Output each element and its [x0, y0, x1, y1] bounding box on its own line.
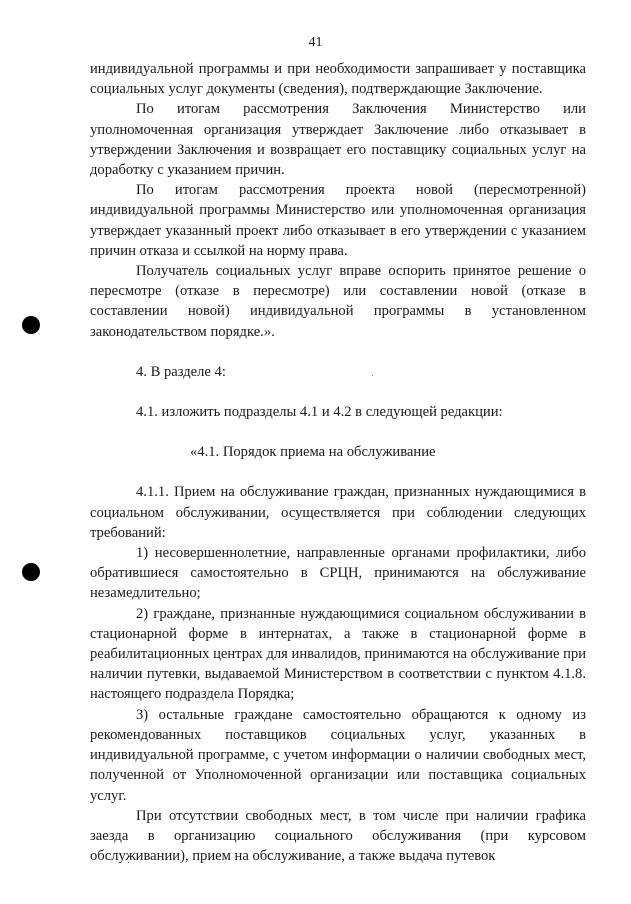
paragraph-no-vacancies: При отсутствии свободных мест, в том числе при наличии графика заезда в организацию социального обслуживания (при курсовом обслуживании), прием на обслуживание, а также выдача путевок — [90, 807, 586, 865]
punch-hole-top — [22, 316, 40, 334]
heading-admission-procedure: «4.1. Порядок приема на обслуживание — [190, 444, 436, 461]
paragraph-4-1-1: 4.1.1. Прием на обслуживание граждан, признанных нуждающимися в социальном обслуживании, осуществляется при соблюдении следующих требований: — [90, 484, 586, 541]
paragraph-section-4: 4. В разделе 4: — [136, 363, 226, 380]
document-body — [90, 59, 586, 866]
paragraph-conclusion-review: По итогам рассмотрения Заключения Министерство или уполномоченная организация утверждает Заключение либо отказывает в утверждении Заключения и возвращает его поставщику социальных услуг на доработку с указанием причин. — [90, 101, 586, 179]
list-item-2: 2) граждане, признанные нуждающимися социальном обслуживании в стационарной форме в интернатах, а также в стационарной форме в реабилитационных центрах для инвалидов, принимаются на обслуживание при наличии путевки, выдаваемой Министерством в соответствии с пунктом 4.1.8. настоящего подраздела Порядка; — [90, 605, 586, 703]
paragraph-continuation: индивидуальной программы и при необходимости запрашивает у поставщика социальных услуг документы (сведения), подтверждающие Заключение. — [90, 61, 586, 98]
page-number: 41 — [308, 35, 323, 50]
list-item-3: 3) остальные граждане самостоятельно обращаются к одному из рекомендованных поставщиков социальных услуг, указанных в индивидуальной программе, с учетом информации о наличии свободных мест, полученной от Уполномоченной организации или поставщика социальных услуг. — [90, 706, 586, 804]
paragraph-appeal-right: Получатель социальных услуг вправе оспорить принятое решение о пересмотре (отказе в пересмотре) или составлении новой (отказе в составлении новой) индивидуальной программы в установленном законодательством порядке.». — [90, 263, 586, 340]
paragraph-subsection-4-1: 4.1. изложить подразделы 4.1 и 4.2 в следующей редакции: — [136, 404, 503, 421]
punch-hole-bottom — [22, 563, 40, 581]
list-item-1: 1) несовершеннолетние, направленные органами профилактики, либо обратившиеся самостоятельно в СРЦН, принимаются на обслуживание незамедлительно; — [90, 545, 586, 602]
paragraph-program-review: По итогам рассмотрения проекта новой (пересмотренной) индивидуальной программы Министерство или уполномоченная организация утверждает указанный проект либо отказывает в его утверждении с указанием причин отказа и ссылкой на норму права. — [90, 182, 586, 259]
